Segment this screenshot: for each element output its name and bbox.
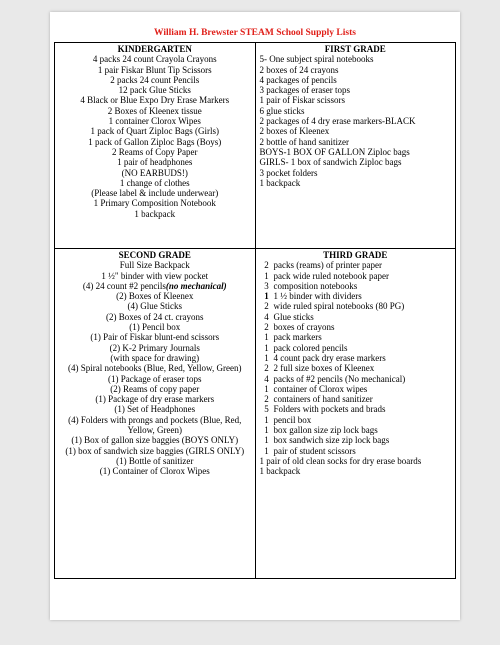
pencils-note: (no mechanical) (165, 280, 227, 291)
item-text: 4 count pack dry erase markers (273, 352, 386, 363)
first-grade-list (260, 54, 452, 188)
third-grade-cell (255, 249, 456, 579)
list-item: 4 Black or Blue Expo Dry Erase Markers (80, 95, 230, 106)
item-text: pencil box (273, 414, 312, 425)
list-item (59, 271, 251, 281)
list-item: 1 change of clothes (119, 177, 190, 188)
list-item (260, 332, 452, 342)
item-text: boxes of crayons (273, 322, 335, 333)
list-item (59, 291, 251, 301)
list-item-text: (4) Spiral notebooks (Blue, Red, Yellow, Green) (68, 363, 242, 374)
list-item (260, 466, 452, 476)
item-text: pack markers (273, 332, 322, 343)
list-item-text: (2) K-2 Primary Journals (109, 342, 200, 353)
list-item (59, 404, 251, 414)
item-text: Folders with pockets and brads (273, 404, 386, 415)
item-quantity: 1 (264, 291, 269, 302)
item-quantity: 2 (264, 301, 269, 312)
list-item-text: (2) Boxes of Kleenex (116, 291, 194, 302)
list-item-text: (2) Boxes of 24 ct. crayons (106, 311, 204, 322)
item-text: containers of hand sanitizer (273, 394, 373, 405)
list-item (260, 446, 452, 456)
list-item (59, 374, 251, 384)
list-item: 1 pair of headphones (117, 157, 193, 168)
document-page (50, 12, 460, 620)
item-quantity: 2 (264, 363, 269, 374)
kindergarten-list (59, 54, 251, 219)
list-item: 1 pair Fiskar Blunt Tip Scissors (97, 64, 212, 75)
list-item (260, 384, 452, 394)
list-item: 3 packages of eraser tops (259, 85, 350, 96)
list-item: 2 boxes of Kleenex (259, 126, 330, 137)
list-item (260, 404, 452, 414)
list-item: 1 pack of Gallon Ziploc Bags (Boys) (88, 136, 222, 147)
list-item (260, 394, 452, 404)
document-title: William H. Brewster STEAM School Supply Lists (154, 28, 356, 38)
supply-table (54, 42, 456, 579)
list-item (260, 363, 452, 373)
list-item-text: (4) 24 count #2 pencils (82, 280, 166, 291)
item-quantity: 3 (264, 280, 269, 291)
list-item (260, 415, 452, 425)
item-quantity: 1 (264, 383, 269, 394)
list-item (260, 271, 452, 281)
item-text: packs of #2 pencils (No mechanical) (273, 373, 406, 384)
item-text: box gallon size zip lock bags (273, 425, 378, 436)
list-item: (Please label & include underwear) (91, 188, 219, 199)
list-item (59, 353, 251, 363)
list-item: 1 container Clorox Wipes (108, 116, 201, 127)
list-item: 1 pair of Fiskar scissors (259, 95, 345, 106)
list-item-text: (1) Pencil box (129, 322, 181, 333)
item-quantity: 4 (264, 311, 269, 322)
list-item-text: (1) Package of eraser tops (108, 373, 202, 384)
list-item (260, 374, 452, 384)
list-item-text: (1) Bottle of sanitizer (116, 455, 194, 466)
second-grade-heading: SECOND GRADE (118, 250, 191, 260)
list-item: 6 glue sticks (259, 105, 305, 116)
second-grade-list (59, 260, 251, 476)
list-item: BOYS-1 BOX OF GALLON Ziploc bags (259, 146, 410, 157)
list-item: 2 boxes of 24 crayons (259, 64, 339, 75)
item-quantity: 1 (264, 352, 269, 363)
item-text: composition notebooks (273, 280, 358, 291)
first-grade-cell (255, 43, 456, 249)
list-item: 1 backpack (134, 208, 176, 219)
list-item: 1 pack of Quart Ziploc Bags (Girls) (90, 126, 219, 137)
list-item (59, 415, 251, 436)
first-grade-heading: FIRST GRADE (324, 44, 386, 54)
list-item (260, 322, 452, 332)
list-item: 3 pocket folders (259, 167, 318, 178)
list-item: 12 pack Glue Sticks (118, 85, 191, 96)
item-quantity: 2 (264, 322, 269, 333)
item-text: pair of student scissors (273, 445, 356, 456)
list-item (59, 343, 251, 353)
list-item (260, 260, 452, 270)
list-item: 2 bottle of hand sanitizer (259, 136, 349, 147)
list-item: 4 packages of pencils (259, 74, 337, 85)
list-item: 2 packages of 4 dry erase markers-BLACK (259, 116, 416, 127)
list-item (59, 363, 251, 373)
list-item: 2 Boxes of Kleenex tissue (107, 105, 202, 116)
item-quantity: 1 (264, 342, 269, 353)
second-grade-cell (55, 249, 256, 579)
list-item-text: Full Size Backpack (119, 260, 190, 271)
list-item-text: (1) Container of Clorox Wipes (99, 466, 210, 477)
list-item (59, 260, 251, 270)
item-text: 2 full size boxes of Kleenex (273, 363, 375, 374)
list-item (59, 466, 251, 476)
list-item-text: (4) Glue Sticks (127, 301, 182, 312)
list-item: GIRLS- 1 box of sandwich Ziploc bags (259, 157, 402, 168)
list-item-text: (2) Reams of copy paper (110, 383, 200, 394)
item-quantity: 1 (264, 445, 269, 456)
item-quantity: 1 (264, 414, 269, 425)
list-item-text: (1) Package of dry erase markers (95, 394, 215, 405)
item-text: 1 ½ binder with dividers (273, 291, 362, 302)
kindergarten-cell (55, 43, 256, 249)
kindergarten-heading: KINDERGARTEN (117, 44, 192, 54)
list-item (59, 435, 251, 445)
item-quantity: 1 (264, 270, 269, 281)
item-text: container of Clorox wipes (273, 383, 368, 394)
list-item (260, 456, 452, 466)
list-item-text: 1 ½" binder with view pocket (101, 270, 209, 281)
item-quantity: 1 (264, 435, 269, 446)
list-item (260, 281, 452, 291)
item-text: packs (reams) of printer paper (273, 260, 382, 271)
list-item (59, 281, 251, 291)
list-item (59, 322, 251, 332)
item-text: pack wide ruled notebook paper (273, 270, 389, 281)
third-grade-list (260, 260, 452, 476)
list-item: 5- One subject spiral notebooks (259, 54, 374, 65)
list-item (260, 353, 452, 363)
list-item (260, 291, 452, 301)
list-item: 1 Primary Composition Notebook (93, 198, 216, 209)
list-item: (NO EARBUDS!) (121, 167, 188, 178)
list-item (260, 301, 452, 311)
item-text: 1 pair of old clean socks for dry erase boards (259, 455, 422, 466)
item-quantity: 1 (264, 332, 269, 343)
list-item: 1 backpack (259, 177, 301, 188)
item-quantity: 4 (264, 373, 269, 384)
list-item-text: (4) Folders with prongs and pockets (Blue, Red, Yellow, Green) (68, 414, 242, 436)
list-item (59, 446, 251, 456)
list-item (260, 425, 452, 435)
item-quantity: 5 (264, 404, 269, 415)
list-item (59, 456, 251, 466)
item-quantity: 1 (264, 425, 269, 436)
item-text: box sandwich size zip lock bags (273, 435, 390, 446)
item-text: wide ruled spiral notebooks (80 PG) (273, 301, 405, 312)
list-item (260, 343, 452, 353)
item-quantity: 2 (264, 394, 269, 405)
item-text: pack colored pencils (273, 342, 348, 353)
list-item (59, 384, 251, 394)
list-item-text: (1) Pair of Fiskar blunt-end scissors (90, 332, 220, 343)
list-item: 2 packs 24 count Pencils (110, 74, 200, 85)
item-quantity: 2 (264, 260, 269, 271)
list-item (59, 332, 251, 342)
list-item (260, 312, 452, 322)
list-item (59, 312, 251, 322)
third-grade-heading: THIRD GRADE (323, 250, 388, 260)
list-item-text: (1) Set of Headphones (114, 404, 196, 415)
list-item (59, 301, 251, 311)
list-item-text: (1) box of sandwich size baggies (GIRLS ONLY) (65, 445, 245, 456)
list-item: 2 Reams of Copy Paper (112, 146, 198, 157)
item-text: 1 backpack (259, 466, 301, 477)
item-text: Glue sticks (273, 311, 314, 322)
list-item (260, 435, 452, 445)
list-item-text: (with space for drawing) (110, 352, 200, 363)
list-item: 4 packs 24 count Crayola Crayons (92, 54, 217, 65)
list-item-text: (1) Box of gallon size baggies (BOYS ONLY) (71, 435, 239, 446)
list-item (59, 394, 251, 404)
